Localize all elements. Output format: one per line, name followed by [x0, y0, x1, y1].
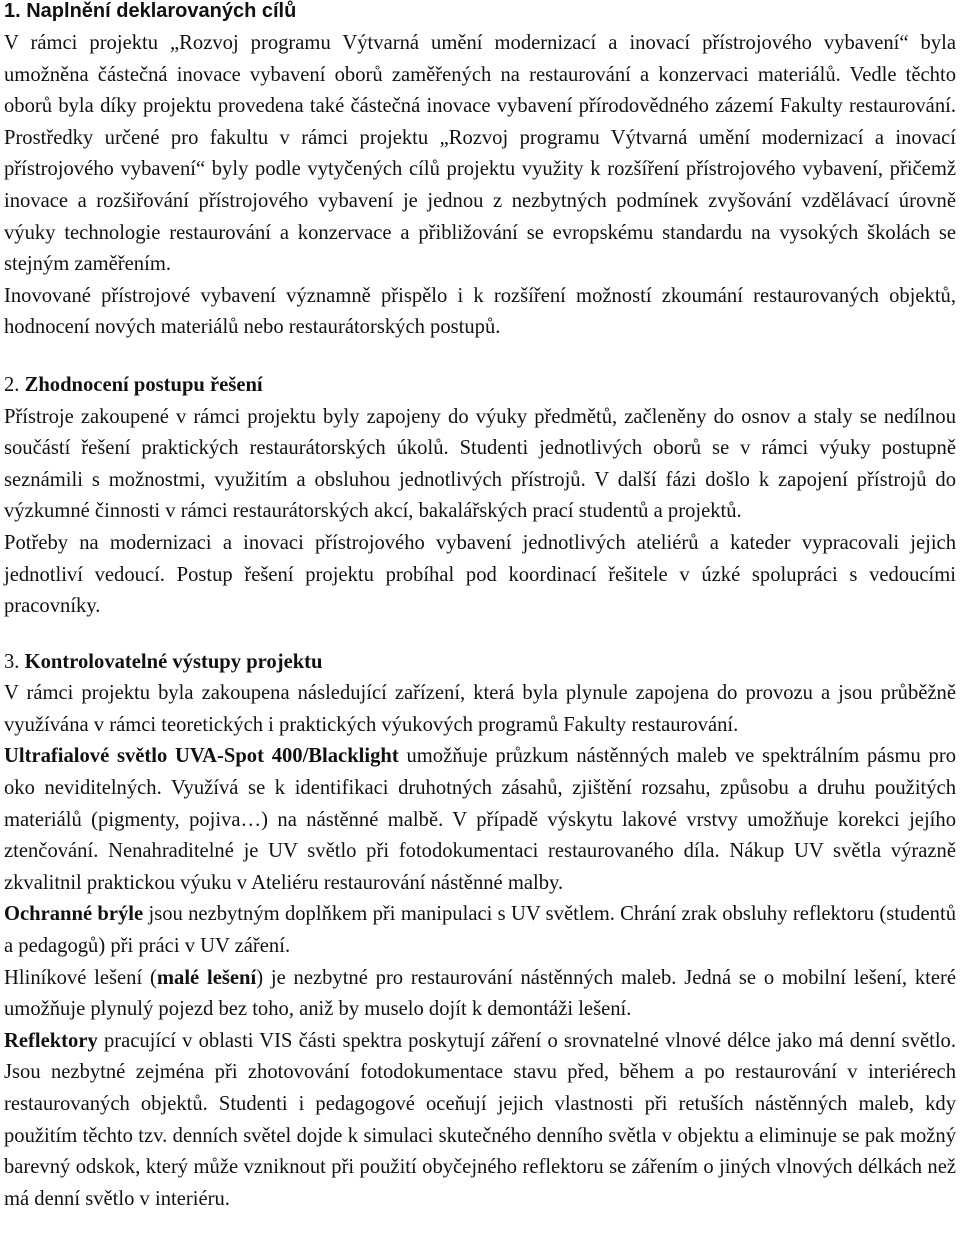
item-text: pracující v oblasti VIS části spektra poskytují záření o srovnatelné vlnové délce jako má denní světlo. Jsou nezbytné zejména při zhotovování fotodokumentace stavu před, během a po restaurování v interiérech restaurovaných objektů. Studenti i pedagogové oceňují jejich vlastnosti při retuších nástěnných maleb, kdy použitím těchto tzv. denních světel dojde k simulaci skutečného denního světla v objektu a eliminuje se pak možný barevný odskok, který může vzniknout při použití obyčejného reflektoru se zářením o jiných vlnových délkách než má denní světlo v interiéru.: [4, 1029, 956, 1210]
section-2-title: Zhodnocení postupu řešení: [24, 373, 263, 396]
item-name: Reflektory: [4, 1029, 98, 1052]
item-name: malé lešení: [156, 966, 257, 989]
section-2-paragraph: Potřeby na modernizaci a inovaci přístrojového vybavení jednotlivých ateliérů a kateder vypracovali jejich jednotliví vedoucí. Postup řešení projektu probíhal pod koordinací řešitele v úzké spolupráci s vedoucími pracovníky.: [4, 531, 956, 618]
equipment-item-uv-light: [4, 741, 956, 899]
section-1-paragraph: V rámci projektu „Rozvoj programu Výtvarná umění modernizací a inovací přístrojového vybavení“ byla umožněna částečná inovace vybavení oborů zaměřených na restaurování a konzervaci materiálů. Vedle těchto oborů byla díky projektu provedena také částečná inovace vybavení přírodovědného zázemí Fakulty restaurování. Prostředky určené pro fakultu v rámci projektu „Rozvoj programu Výtvarná umění modernizací a inovací přístrojového vybavení“ byly podle vytyčených cílů projektu využity k rozšíření přístrojového vybavení, přičemž inovace a rozšiřování přístrojového vybavení je jednou z nezbytných podmínek zvyšování vzdělávací úrovně výuky technologie restaurování a konzervace a přibližování se evropskému standardu na vysokých školách se stejným zaměřením.: [4, 32, 956, 276]
item-name: Ochranné brýle: [4, 903, 144, 926]
section-2-number: 2.: [4, 373, 20, 396]
item-text: ) je nezbytné pro restaurování nástěnných maleb. Jedná se o mobilní lešení, které umožňuje plynulý pojezd bez toho, aniž by muselo dojít k demontáži lešení.: [4, 966, 956, 1021]
document-page: [4, 0, 956, 1215]
item-text: umožňuje průzkum nástěnných maleb ve spektrálním pásmu pro oko neviditelných. Využívá se k identifikaci druhotných zásahů, zjištění rozsahu, způsobu a druhu použitých materiálů (pigmenty, pojiva…) na nástěnné malbě. V případě výskytu lakové vrstvy umožňuje korekci jejího ztenčování. Nenahraditelné je UV světlo při fotodokumentaci restaurovaného díla. Nákup UV světla výrazně zkvalitnil praktickou výuku v Ateliéru restaurování nástěnné malby.: [4, 745, 956, 894]
equipment-item-goggles: [4, 899, 956, 962]
item-text: Hliníkové lešení (: [4, 966, 157, 989]
section-3-number: 3.: [4, 650, 20, 673]
section-1-paragraph: Inovované přístrojové vybavení významně přispělo i k rozšíření možností zkoumání restaurovaných objektů, hodnocení nových materiálů nebo restaurátorských postupů.: [4, 284, 956, 339]
item-name: Ultrafialové světlo UVA-Spot 400/Blacklight: [4, 745, 399, 768]
section-1-heading: 1. Naplnění deklarovaných cílů: [4, 0, 297, 22]
section-2-heading: [4, 370, 956, 402]
section-3-title: Kontrolovatelné výstupy projektu: [24, 650, 323, 673]
section-3-intro: V rámci projektu byla zakoupena následující zařízení, která byla plynule zapojena do provozu a jsou průběžně využívána v rámci teoretických i praktických výukových programů Fakulty restaurování.: [4, 682, 956, 736]
section-2-paragraph: Přístroje zakoupené v rámci projektu byly zapojeny do výuky předmětů, začleněny do osnov a staly se nedílnou součástí řešení praktických restaurátorských úkolů. Studenti jednotlivých oborů se v rámci výuky postupně seznámili s možnostmi, využitím a obsluhou jednotlivých přístrojů. V další fázi došlo k zapojení přístrojů do výzkumné činnosti v rámci restaurátorských akcí, bakalářských prací studentů a projektů.: [4, 405, 956, 523]
item-text: jsou nezbytným doplňkem při manipulaci s UV světlem. Chrání zrak obsluhy reflektoru (studentů a pedagogů) při práci v UV záření.: [4, 903, 956, 958]
section-3-heading: [4, 647, 956, 679]
equipment-item-scaffold: [4, 963, 956, 1026]
equipment-item-reflectors: [4, 1026, 956, 1216]
